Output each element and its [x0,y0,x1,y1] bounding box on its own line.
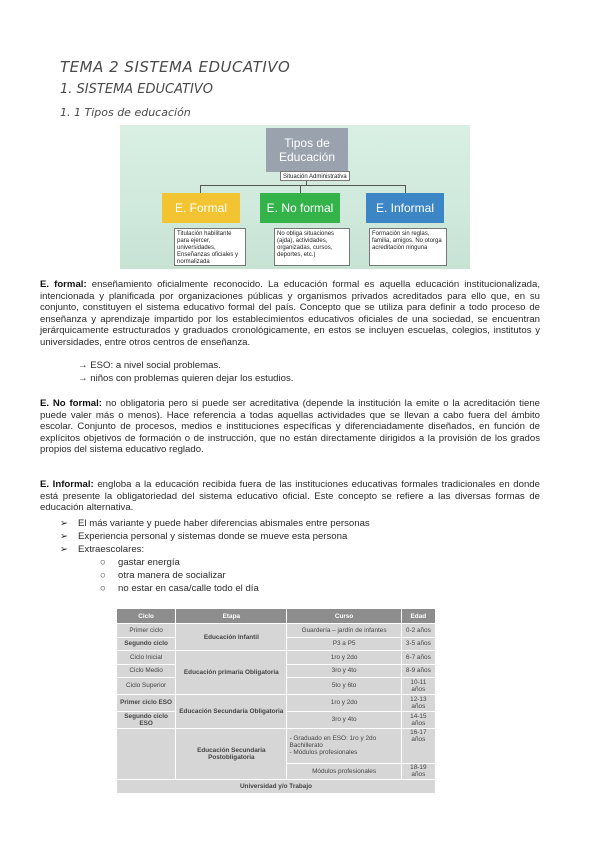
list-item: ○ no estar en casa/calle todo el día [100,583,259,594]
formal-paragraph [40,279,540,349]
formal-sub-1: → ESO: a nivel social problemas. [78,360,221,371]
diagram-noformal-box: E. No formal [260,193,340,223]
diagram-informal-note: Formación sin reglas, familia, amigos. No otorga acreditación ninguna [369,228,447,266]
informal-text: engloba a la educación recibida fuera de las instituciones educativas formales tradicionales en donde está presente la obligatoriedad del sistema educativo oficial. Este concepto se refiere a las diversas formas de educación alternativa. [40,479,540,514]
arrow-bullet-icon: ➢ [60,544,69,555]
table-row: Ciclo Medio 3ro y 4to 8-9 años [117,664,436,678]
noformal-paragraph [40,398,540,456]
diagram-formal-box: E. Formal [162,193,240,223]
arrow-bullet-icon: ➢ [60,518,69,529]
list-item: ➢ El más variante y puede haber diferencias abismales entre personas [60,518,370,529]
section-title: 1. SISTEMA EDUCATIVO [60,82,213,97]
table-row: Segundo ciclo ESO 3ro y 4to 14-15 años [117,711,436,728]
subsection-title: 1. 1 Tipos de educación [60,106,191,119]
table-header-row [117,609,436,624]
col-header: Curso [287,609,401,624]
circle-bullet-icon: ○ [100,557,106,568]
col-header: Etapa [176,609,287,624]
col-header: Ciclo [117,609,176,624]
list-item: ○ gastar energía [100,557,180,568]
list-item: ➢ Extraescolares: [60,544,145,555]
table-row: Ciclo Superior 5to y 6to 10-11 años [117,678,436,695]
list-item: ➢ Experiencia personal y sistemas donde se mueve esta persona [60,531,348,542]
noformal-term: E. No formal: [40,398,102,409]
table-row: Educación Secundaria Postobligatoria - Graduado en ESO: 1ro y 2do Bachillerato - Módulos profesionales 16-17 años [117,728,436,763]
noformal-text: no obligatoria pero si puede ser acreditativa (depende la institución la emite o la acreditación tiene puede valer más o menos). Hace referencia a todas aquellas actividades que se llevan a cabo fuera del ámbito escolar. Conjunto de procesos, medios e instituciones específicas y diferenciadamente diseñados, en función de explícitos objetivos de formación o de instrucción, que no están directamente dirigidos a la provisión de los grados propios del sistema educativo reglado. [40,398,540,456]
informal-term: E. Informal: [40,479,94,490]
col-header: Edad [401,609,435,624]
informal-paragraph [40,479,540,514]
table-row: Primer ciclo Educación Infantil Guardería – jardín de infantes 0-2 años [117,624,436,638]
education-table [116,608,436,794]
diagram-admin-label: Situación Administrativa [280,171,350,181]
formal-text: enseñamiento oficialmente reconocido. La educación formal es aquella educación institucionalizada, intencionada y planificada por organizaciones públicas y organismos privados acreditados para ello que, en su conjunto, constituyen el sistema educativo formal del país. Concepto que se utiliza para definir a todo proceso de enseñanza y aprendizaje impartido por los establecimientos educativos oficiales de una sociedad, se encuentran jerárquicamente estructurados y graduados cronológicamente, en estos se incluyen escuelas, colegios, institutos y universidades, entre otros centros de enseñanza. [40,279,541,348]
circle-bullet-icon: ○ [100,583,106,594]
formal-term: E. formal: [40,279,87,290]
table-row: Segundo ciclo P3 a P5 3-5 años [117,637,436,651]
formal-sub-2: → niños con problemas quieren dejar los estudios. [78,373,294,384]
table-footer-row: Universidad y/o Trabajo [117,780,436,794]
diagram-noformal-note: No obliga situaciones (ajda), actividades, organizadas, cursos, deportes, etc.) [274,228,350,266]
table-row: Ciclo Inicial Educación primaria Obligatoria 1ro y 2do 6-7 años [117,651,436,665]
circle-bullet-icon: ○ [100,570,106,581]
diagram-formal-note: Titulación habilitante para ejercer, universidades, Enseñanzas oficiales y normalizada [174,228,246,266]
types-diagram [120,125,470,269]
arrow-bullet-icon: ➢ [60,531,69,542]
table-row: Primer ciclo ESO Educación Secundaria Obligatoria 1ro y 2do 12-13 años [117,694,436,711]
list-item: ○ otra manera de socializar [100,570,226,581]
table-row: Módulos profesionales 18-19 años [117,763,436,780]
diagram-informal-box: E. Informal [366,193,444,223]
page-title: TEMA 2 SISTEMA EDUCATIVO [60,58,291,76]
diagram-root-box: Tipos de Educación [266,128,348,172]
